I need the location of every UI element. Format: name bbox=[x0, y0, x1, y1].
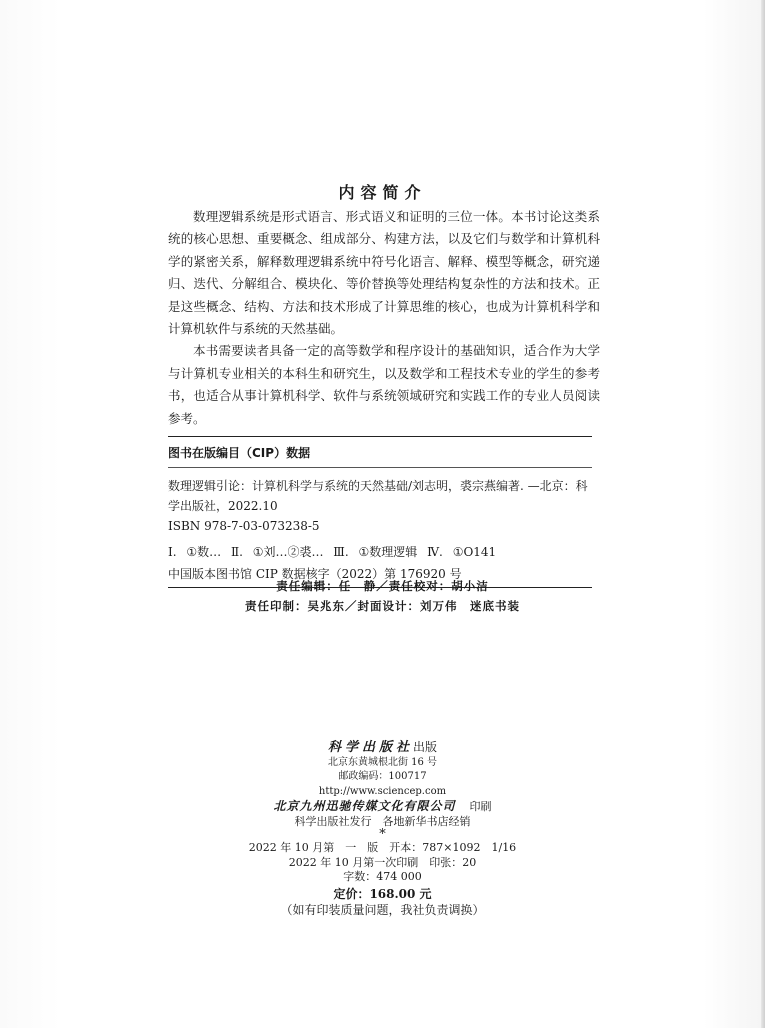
cip-heading: 图书在版编目（CIP）数据 bbox=[168, 446, 311, 460]
word-count: 字数：474 000 bbox=[343, 870, 422, 883]
summary-body bbox=[168, 206, 600, 430]
cip-data-block bbox=[168, 436, 592, 588]
cip-isbn: ISBN 978-7-03-073238-5 bbox=[168, 519, 320, 533]
printer-suffix: 印刷 bbox=[469, 800, 492, 813]
production-credits: 责任印制：吴兆东／封面设计：刘万伟 迷底书装 bbox=[245, 599, 520, 613]
printer-name: 北京九州迅驰传媒文化有限公司 bbox=[273, 799, 456, 813]
cip-heading-rule bbox=[168, 467, 592, 468]
quality-note: （如有印装质量问题，我社负责调换） bbox=[280, 903, 485, 917]
cip-classification: Ⅰ. ①数… Ⅱ. ①刘…②裘… Ⅲ. ①数理逻辑 Ⅳ. ①O141 bbox=[168, 545, 497, 559]
publisher-suffix: 出版 bbox=[413, 740, 438, 754]
cip-description: 数理逻辑引论：计算机科学与系统的天然基础/刘志明，裘宗燕编著. —北京：科学出版社，2022.10 bbox=[168, 479, 588, 513]
summary-paragraph-2: 本书需要读者具备一定的高等数学和程序设计的基础知识，适合作为大学与计算机专业相关的本科生和研究生，以及数学和工程技术专业的学生的参考书，也适合从事计算机科学、软件与系统领域研究和实践工作的专业人员阅读参考。 bbox=[168, 343, 600, 426]
publisher-logo-text: 科学出版社 bbox=[327, 740, 413, 755]
printing-line: 2022 年 10 月第一次印刷 印张：20 bbox=[288, 855, 477, 869]
publisher-postcode: 邮政编码：100717 bbox=[338, 771, 427, 782]
separator-asterisk: * bbox=[379, 827, 386, 842]
edition-line: 2022 年 10 月第 一 版 开本：787×1092 1/16 bbox=[248, 841, 517, 854]
cip-top-rule bbox=[168, 436, 592, 437]
summary-title: 内容简介 bbox=[338, 183, 427, 202]
cip-record-number: 中国版本图书馆 CIP 数据核字（2022）第 176920 号 bbox=[168, 567, 462, 581]
distribution-line: 科学出版社发行 各地新华书店经销 bbox=[294, 814, 471, 828]
summary-paragraph-1: 数理逻辑系统是形式语言、形式语义和证明的三位一体。本书讨论这类系统的核心思想、重要概念、组成部分、构建方法，以及它们与数学和计算机科学的紧密关系，解释数理逻辑系统中符号化语言、解释、模型等概念，研究递归、迭代、分解组合、模块化、等价替换等处理结构复杂性的方法和技术。正是这些概念、结构、方法和技术形成了计算思维的核心，也成为计算机科学和计算机软件与系统的天然基础。 bbox=[168, 209, 600, 337]
imprint-block bbox=[0, 740, 765, 918]
publisher-website: http://www.sciencep.com bbox=[318, 785, 447, 797]
editor-credits: 责任编辑：任 静／责任校对：胡小洁 bbox=[276, 579, 489, 593]
publisher-address: 北京东黄城根北街 16 号 bbox=[327, 756, 438, 768]
publisher-line bbox=[0, 740, 765, 756]
printer-line bbox=[0, 799, 765, 815]
price: 定价：168.00 元 bbox=[333, 886, 432, 901]
